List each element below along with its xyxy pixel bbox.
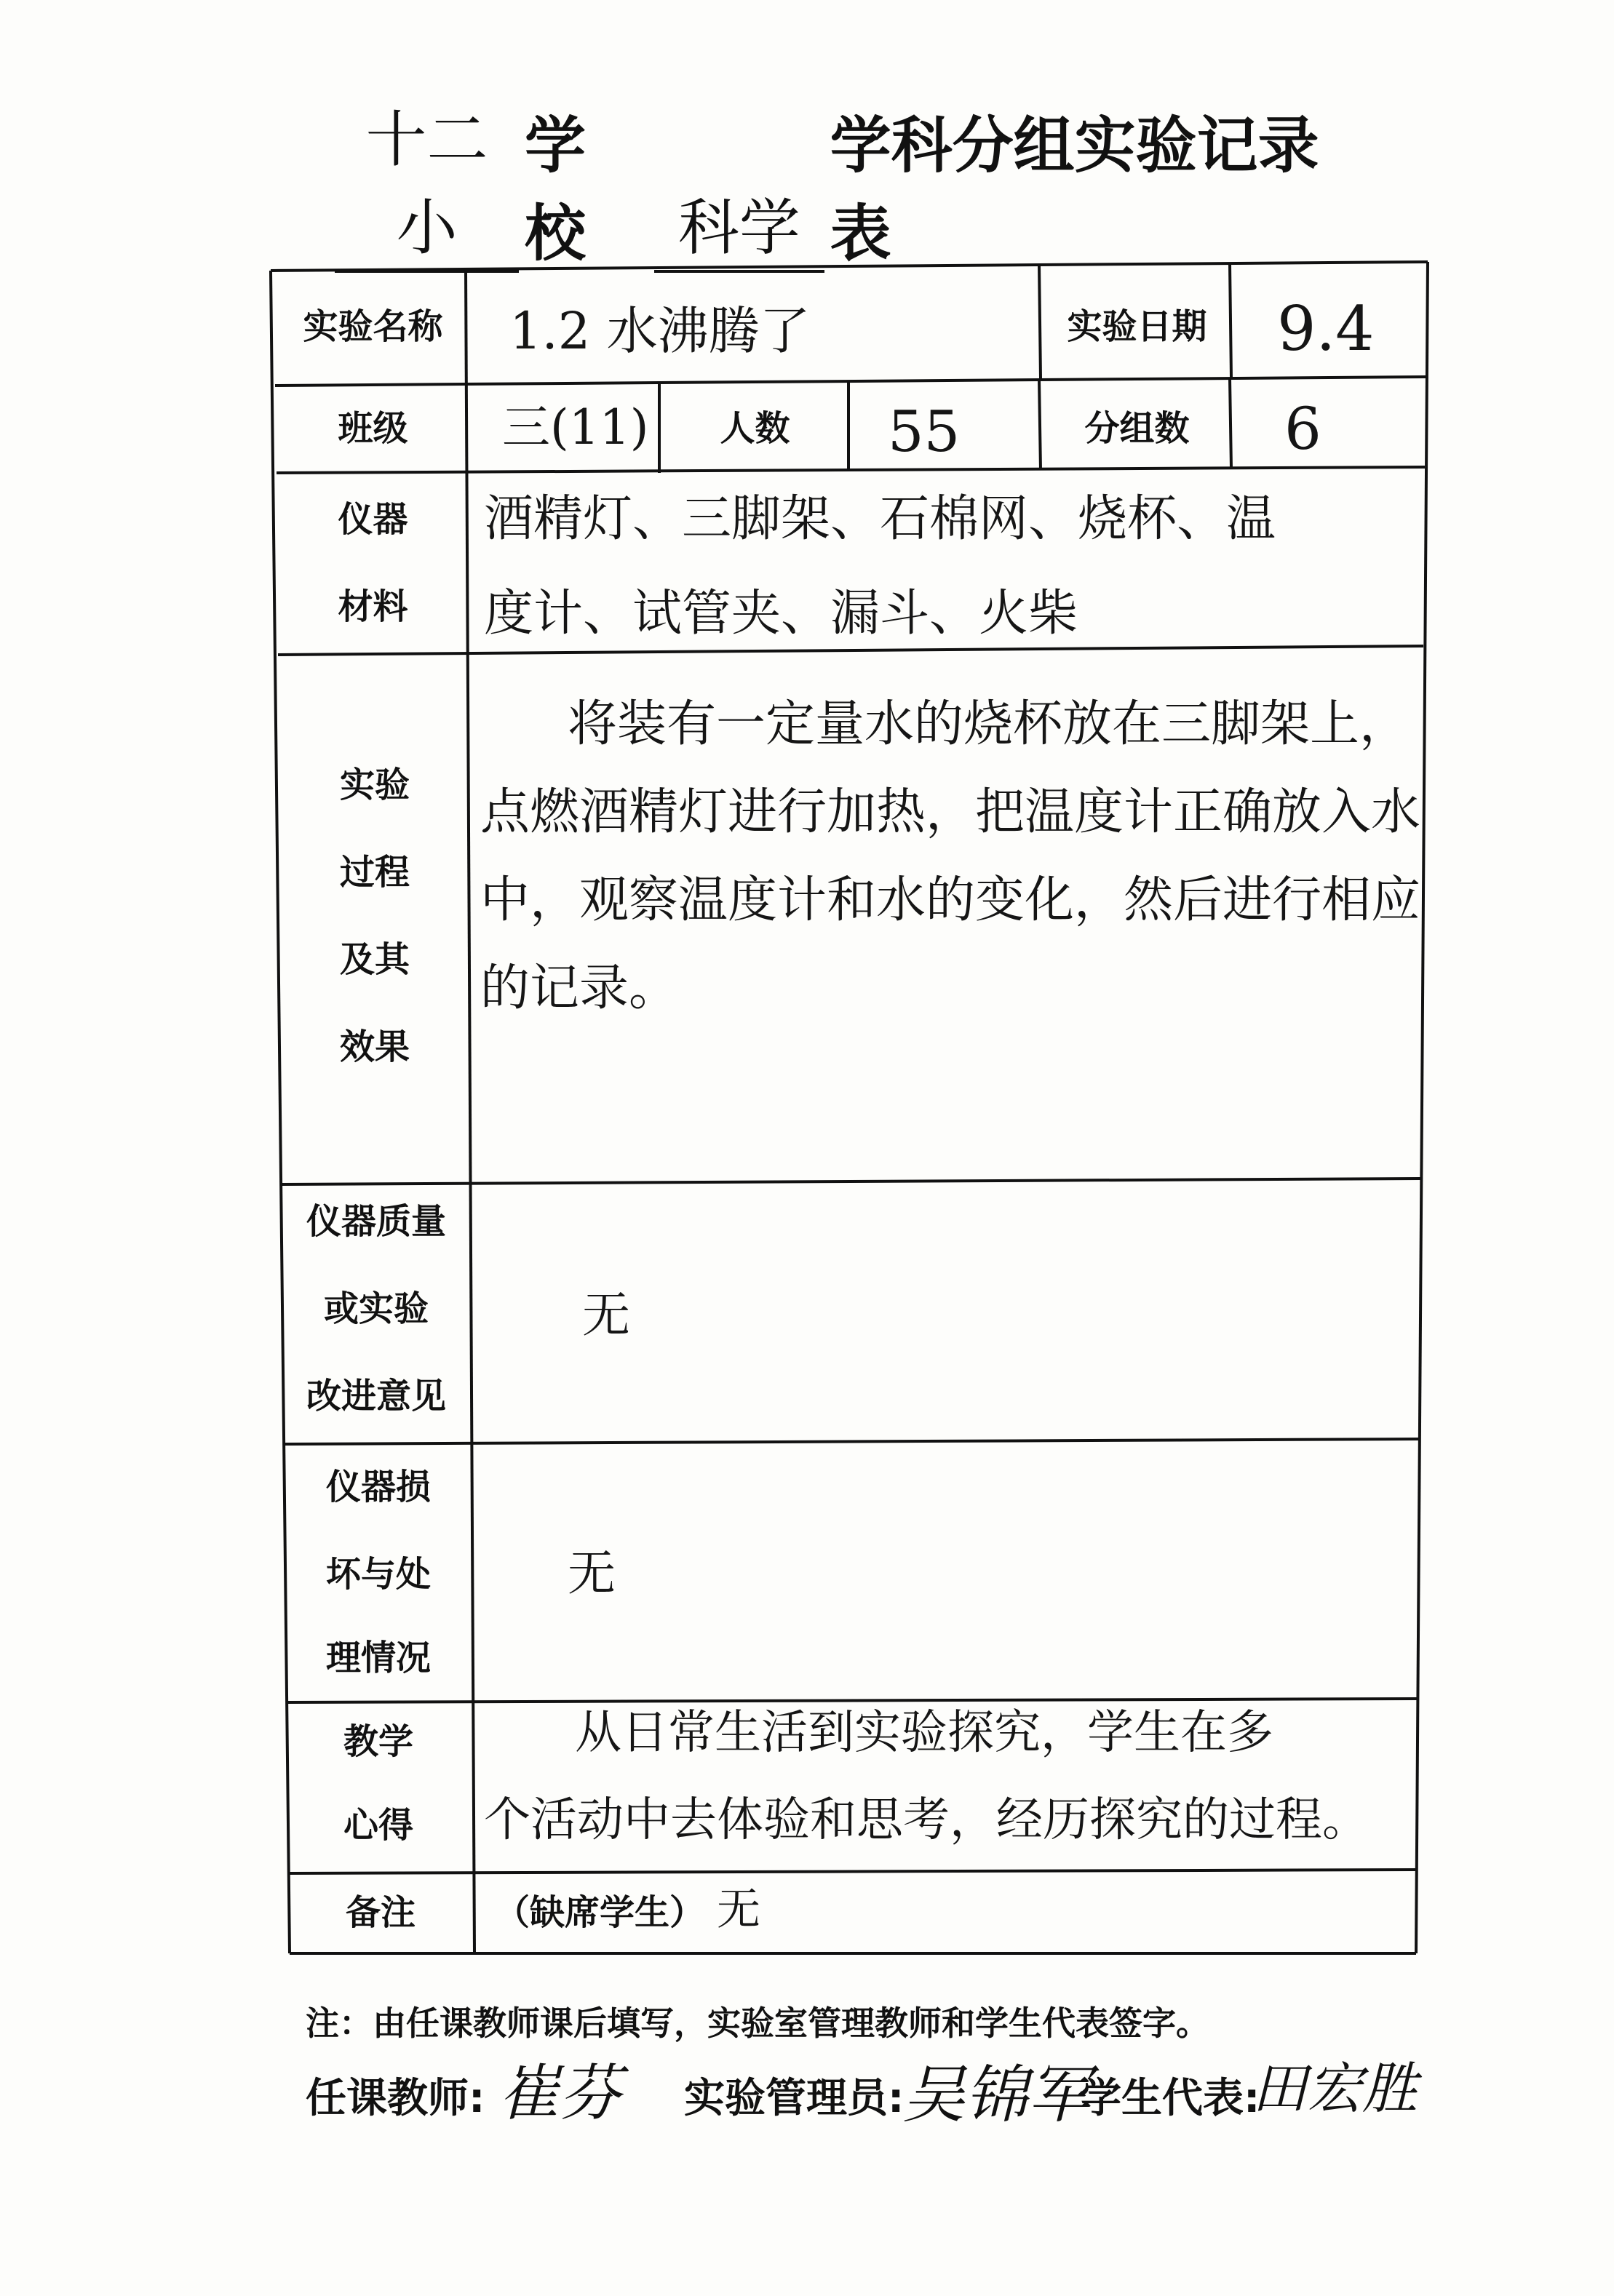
exp-date-value: 9.4 — [1277, 293, 1375, 364]
process-text: 将装有一定量水的烧杯放在三脚架上，点燃酒精灯进行加热，把温度计正确放入水中，观察温度计和水的变化，然后进行相应的记录。 — [480, 695, 1421, 1017]
equipment-value-line1: 酒精灯、三脚架、石棉网、烧杯、温 — [484, 490, 1276, 548]
reflection-value-line2: 个活动中去体验和思考，经历探究的过程。 — [484, 1793, 1369, 1847]
quality-label-1: 仪器质量 — [306, 1201, 446, 1242]
teacher-label: 任课教师: — [306, 2075, 485, 2122]
damage-label-2: 坏与处 — [325, 1554, 431, 1595]
quality-value: 无 — [582, 1287, 630, 1343]
teacher-signature: 崔芬 — [498, 2057, 621, 2129]
school-name: 十二小 — [335, 91, 519, 273]
absent-value: 无 — [717, 1884, 760, 1935]
student-label: 学生代表: — [1081, 2075, 1260, 2122]
process-label-3: 及其 — [339, 939, 410, 980]
reflection-label-1: 教学 — [343, 1721, 413, 1762]
count-value: 55 — [888, 399, 961, 465]
reflection-value-line1: 从日常生活到实验探究，学生在多 — [575, 1706, 1273, 1760]
reflection-label-2: 心得 — [343, 1805, 413, 1846]
equipment-label-2: 材料 — [338, 586, 408, 627]
class-label: 班级 — [338, 408, 408, 449]
damage-label-1: 仪器损 — [325, 1467, 431, 1507]
admin-signature: 吴锦军 — [902, 2059, 1090, 2132]
class-value: 三(11) — [502, 399, 649, 455]
equipment-label-1: 仪器 — [338, 499, 408, 540]
exp-name-label: 实验名称 — [303, 306, 443, 347]
student-signature: 田宏胜 — [1252, 2056, 1418, 2121]
remarks-label: 备注 — [345, 1892, 416, 1933]
admin-label: 实验管理员: — [684, 2075, 905, 2122]
subject-name: 科学 — [654, 179, 824, 273]
groups-label: 分组数 — [1084, 408, 1190, 449]
process-label-2: 过程 — [339, 852, 410, 893]
school-suffix: 学校 — [524, 110, 586, 269]
groups-value: 6 — [1284, 395, 1321, 463]
damage-value: 无 — [568, 1545, 616, 1601]
footer-note: 注：由任课教师课后填写，实验室管理教师和学生代表签字。 — [306, 2004, 1209, 2043]
damage-label-3: 理情况 — [325, 1638, 431, 1678]
exp-name-value: 1.2 水沸腾了 — [509, 301, 811, 361]
title-suffix: 学科分组实验记录表 — [830, 110, 1319, 269]
quality-label-2: 或实验 — [323, 1288, 429, 1329]
count-label: 人数 — [720, 408, 790, 449]
quality-label-3: 改进意见 — [306, 1376, 446, 1416]
process-value — [480, 680, 1426, 1032]
process-label-4: 效果 — [339, 1027, 410, 1067]
exp-date-label: 实验日期 — [1067, 306, 1207, 347]
process-label-1: 实验 — [339, 765, 410, 805]
equipment-value-line2: 度计、试管夹、漏斗、火柴 — [484, 585, 1078, 642]
absent-label: （缺席学生） — [495, 1892, 705, 1933]
